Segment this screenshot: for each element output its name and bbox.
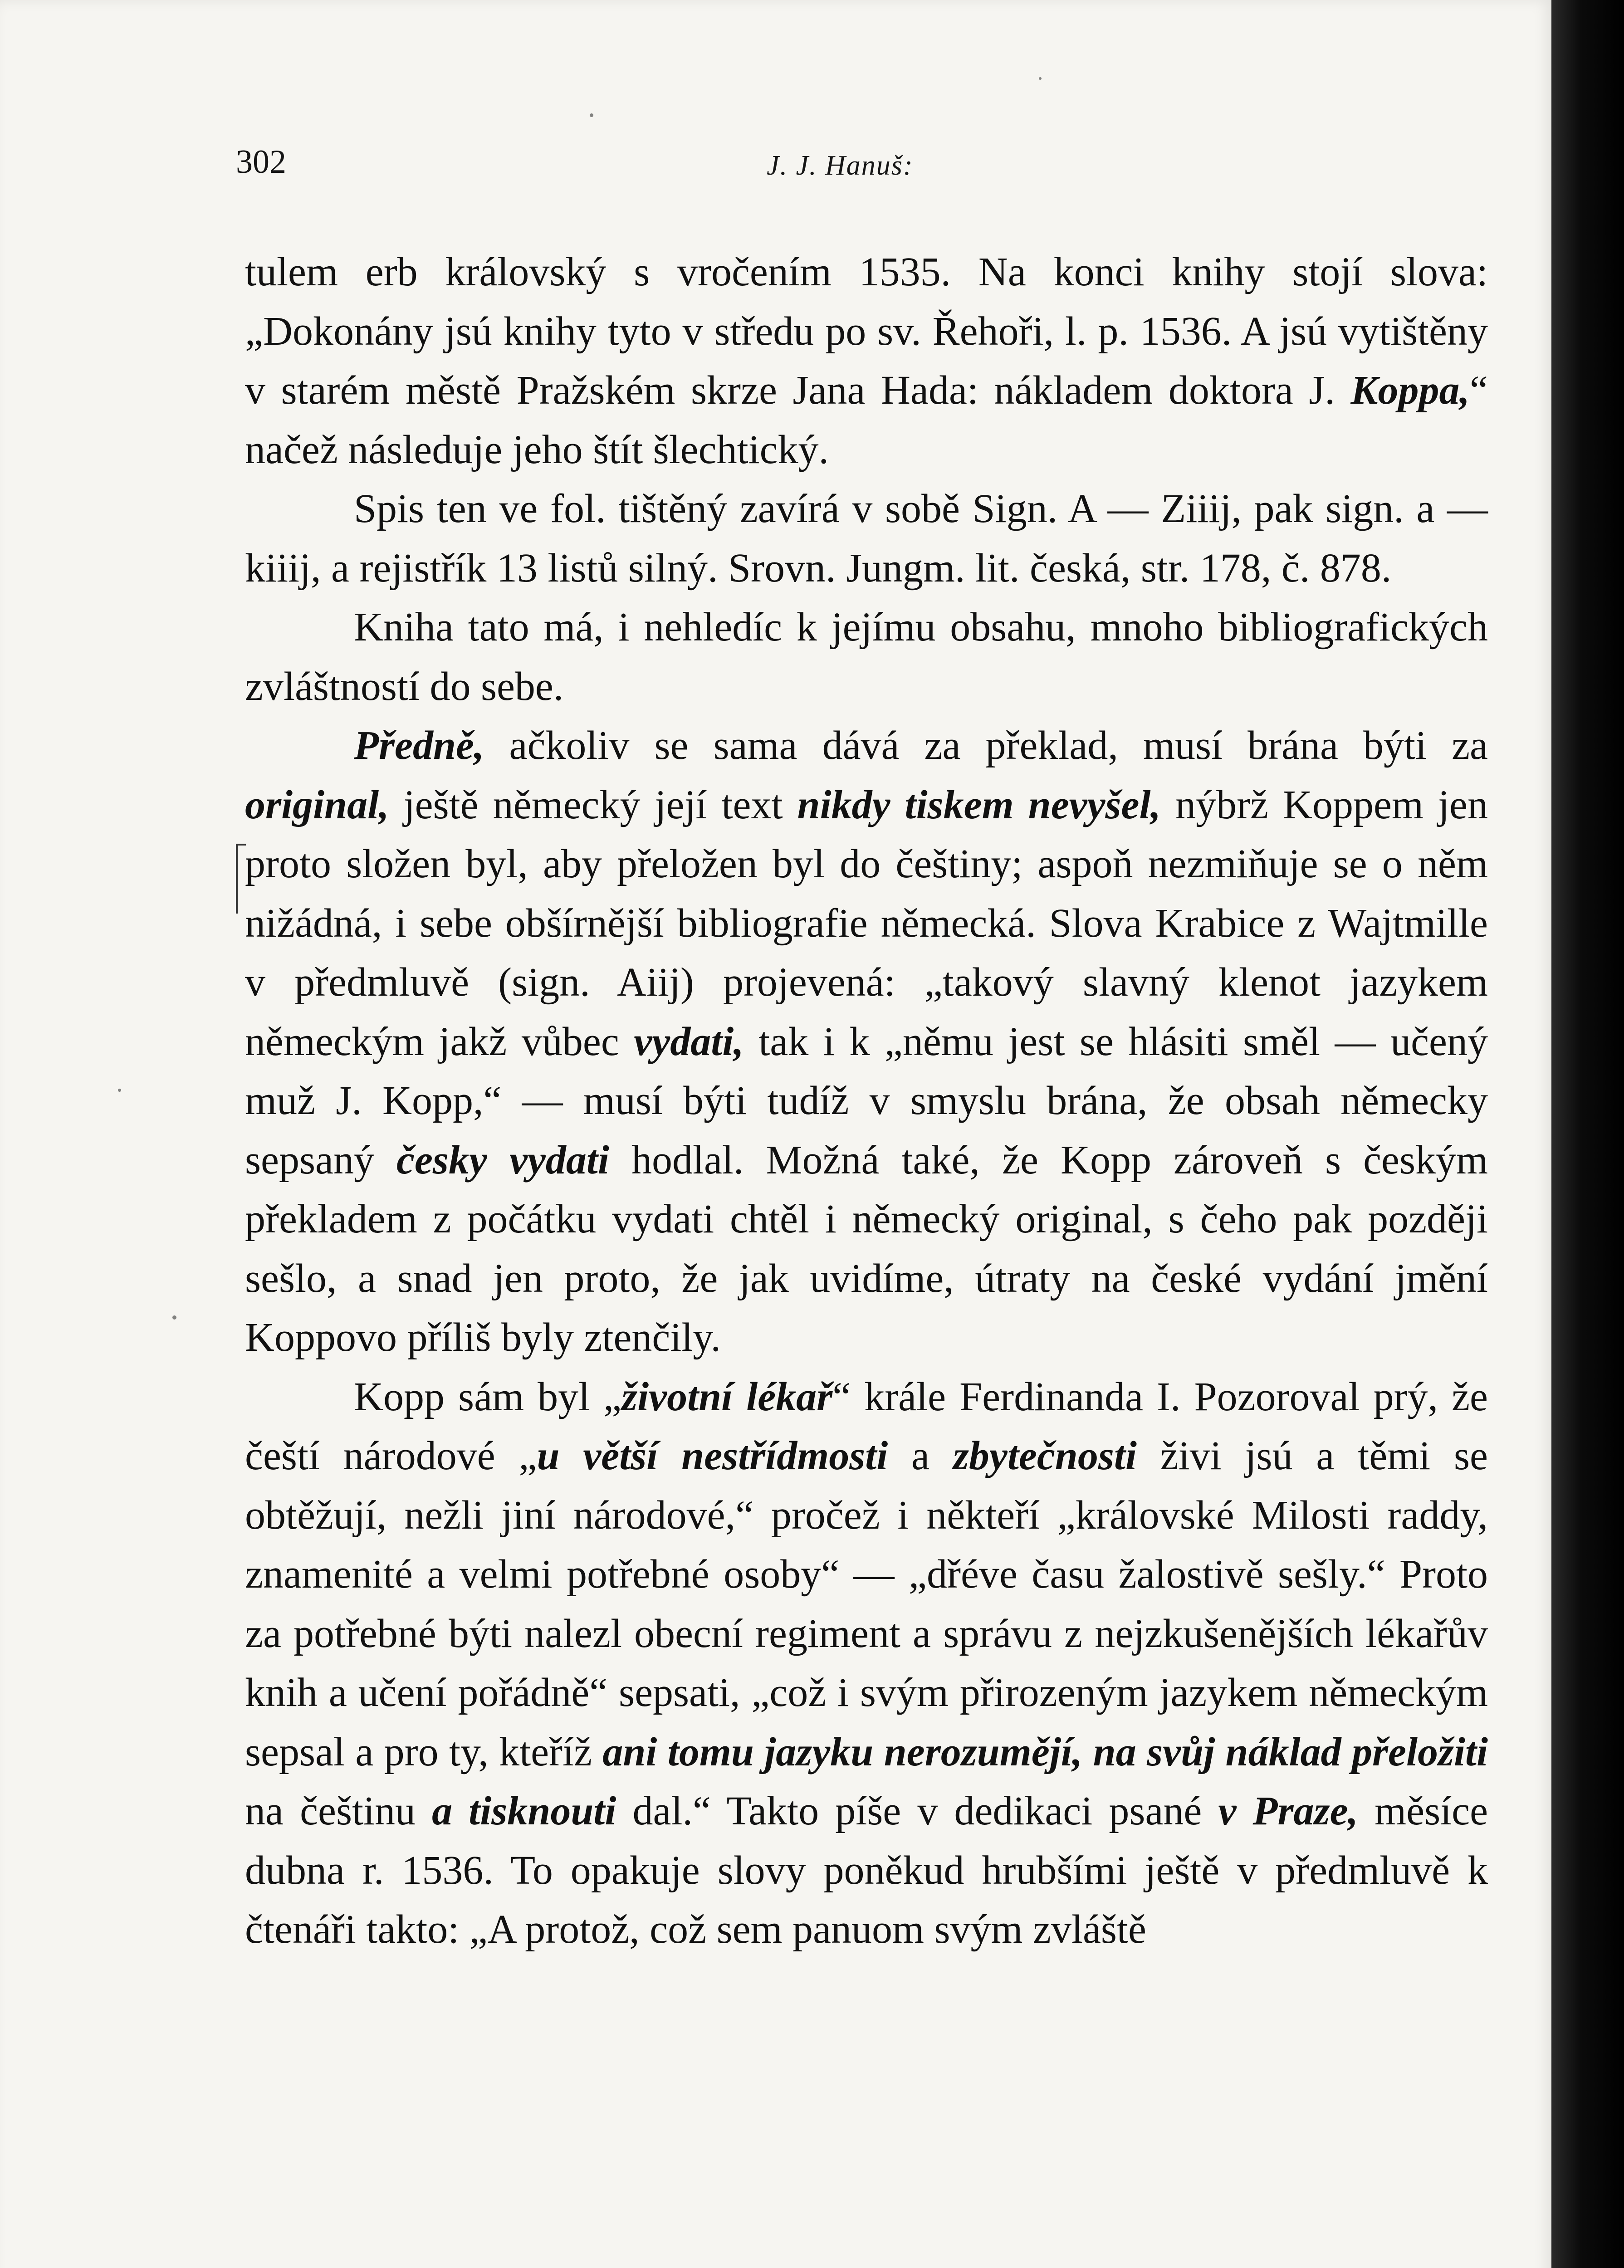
text-run: hodlal. Možná také, že Kopp zároveň s českým překladem z počátku vydati chtěl i německý original, s čeho pak později sešlo, a snad jen proto, že jak uvidíme, útraty na české vydání jmění Koppovo příliš byly ztenčily.	[245, 1137, 1488, 1360]
emphasis-text: česky vydati	[396, 1137, 609, 1183]
text-run: “ krále Ferdinanda I. Pozoroval prý, že čeští národové „	[245, 1374, 1488, 1478]
paragraph	[245, 598, 1488, 716]
emphasis-text: Koppa,	[1350, 368, 1470, 413]
emphasis-text: ani tomu jazyku nerozumějí, na svůj náklad přeložiti	[602, 1729, 1488, 1774]
text-run: tak i k „němu jest se hlásiti směl — učený muž J. Kopp,“ — musí býti tudíž v smyslu brána, že obsah německy sepsaný	[245, 1019, 1488, 1183]
paper-speck	[118, 1089, 121, 1092]
emphasis-text: a tisknouti	[432, 1789, 616, 1833]
emphasis-text: v Praze,	[1218, 1789, 1359, 1833]
emphasis-text: u větší nestřídmosti	[537, 1433, 888, 1478]
emphasis-text: nikdy tiskem nevyšel,	[797, 782, 1161, 827]
emphasis-text: životní lékař	[621, 1374, 833, 1419]
text-run: na češtinu	[245, 1789, 432, 1833]
page-number: 302	[236, 143, 286, 181]
text-run: Kniha tato má, i nehledíc k jejímu obsahu, mnoho bibliografických zvláštností do sebe.	[245, 605, 1488, 709]
text-run: tulem erb královský s vročením 1535. Na konci knihy stojí slova: „Dokonány jsú knihy tyto v středu po sv. Řehoři, l. p. 1536. A jsú vytištěny v starém městě Pražském skrze Jana Hada: nákladem doktora J.	[245, 249, 1488, 413]
paragraph	[245, 479, 1488, 598]
running-head: J. J. Hanuš:	[767, 150, 914, 181]
pencil-bracket-mark	[236, 844, 246, 914]
text-run: Kopp sám byl „	[354, 1374, 622, 1419]
emphasis-text: original,	[245, 782, 389, 827]
text-run: dal.“ Takto píše v dedikaci psané	[616, 1789, 1218, 1833]
body-text	[245, 243, 1488, 1960]
emphasis-text: vydati,	[634, 1019, 744, 1064]
text-run: a	[888, 1433, 953, 1478]
text-run: nýbrž Koppem jen proto složen byl, aby přeložen byl do češtiny; aspoň nezmiňuje se o něm nižádná, i sebe obšírnější bibliografie německá. Slova Krabice z Wajtmille v předmluvě (sign. Aiij) projevená: „takový slavný klenot jazykem německým jakž vůbec	[245, 782, 1488, 1064]
paper-speck	[590, 113, 593, 117]
paragraph	[245, 1368, 1488, 1960]
emphasis-text: Předně,	[354, 723, 484, 768]
paper-speck	[1039, 77, 1042, 80]
paper-speck	[172, 1315, 176, 1320]
page-header	[236, 136, 1488, 200]
emphasis-text: zbytečnosti	[953, 1433, 1137, 1478]
paragraph	[245, 716, 1488, 1368]
text-run: ačkoliv se sama dává za překlad, musí brána býti za	[484, 723, 1488, 768]
text-run: ještě německý její text	[389, 782, 797, 827]
paragraph	[245, 243, 1488, 479]
text-run: měsíce dubna r. 1536. To opakuje slovy poněkud hrubšími ještě v předmluvě k čtenáři takto: „A protož, což sem panuom svým zvláště	[245, 1789, 1488, 1952]
text-run: živi jsú a těmi se obtěžují, nežli jiní národové,“ pročež i někteří „královské Milosti raddy, znamenité a velmi potřebné osoby“ — „dřéve času žalostivě sešly.“ Proto za potřebné býti nalezl obecní regiment a správu z nejzkušenějších lékařův knih a učení pořádně“ sepsati, „což i svým přirozeným jazykem německým sepsal a pro ty, kteříž	[245, 1433, 1488, 1774]
text-run: “ načež následuje jeho štít šlechtický.	[245, 368, 1488, 472]
scan-edge	[1551, 0, 1624, 2268]
text-run: Spis ten ve fol. tištěný zavírá v sobě Sign. A — Ziiij, pak sign. a — kiiij, a rejistřík 13 listů silný. Srovn. Jungm. lit. česká, str. 178, č. 878.	[245, 486, 1488, 591]
